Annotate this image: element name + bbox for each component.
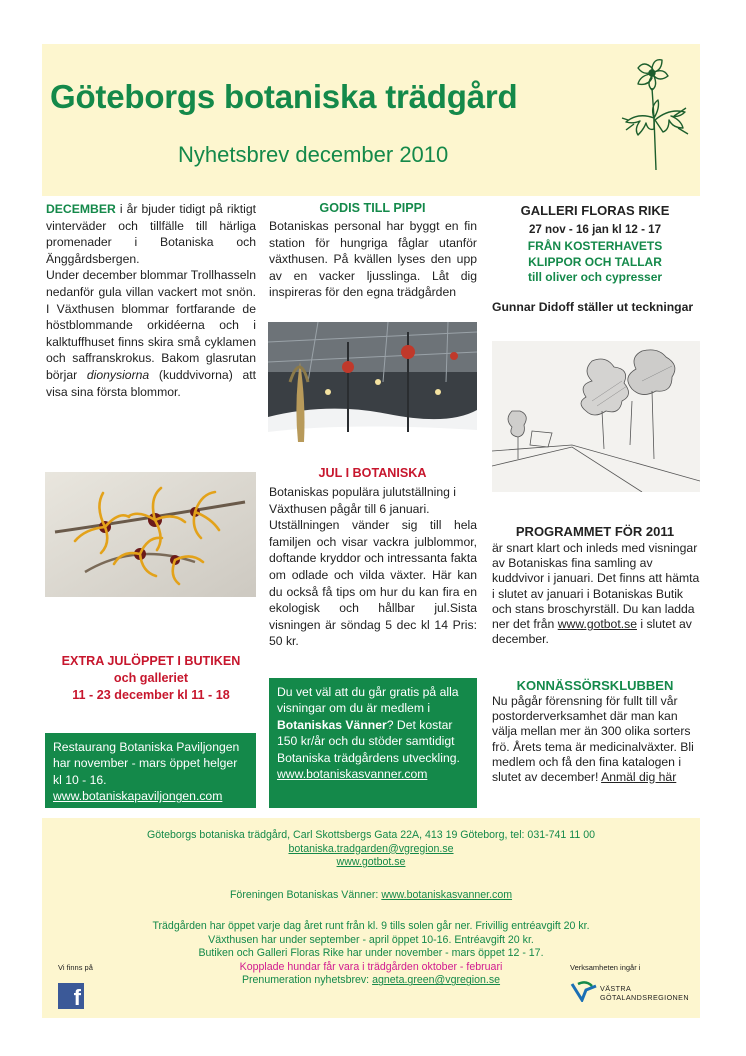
friends-text-b: ? Det kostar 150 kr/år och du stöder samtidigt Botaniska trädgårdens utveckling.: [277, 717, 460, 765]
friends-bold: Botaniskas Vänner: [277, 717, 387, 732]
witch-hazel-photo: [45, 472, 256, 597]
footer-subscribe-label: Prenumeration nyhetsbrev:: [241, 974, 373, 987]
gallery-dates: 27 nov - 16 jan kl 12 - 17: [528, 223, 662, 236]
pippi-title: GODIS TILL PIPPI: [319, 201, 426, 215]
header-banner: [42, 44, 700, 196]
gallery-sub-3: till oliver och cypresser: [527, 270, 663, 284]
footer-subscribe-link[interactable]: agneta.green@vgregion.se: [372, 974, 501, 987]
program-title: PROGRAMMET FÖR 2011: [515, 524, 675, 539]
club-text: [492, 694, 702, 785]
footer-hours-1: Trädgården har öppet varje dag året runt från kl. 9 tills solen går ner. Frivillig entréavgift 20 kr.: [152, 920, 590, 932]
december-para2-b: (kuddvivorna) att visa sina första blommor.: [46, 367, 257, 399]
shop-sub: och galleriet: [113, 671, 189, 685]
program-text-b: i slutet av december.: [492, 617, 692, 647]
page-title: Göteborgs botaniska trädgård: [50, 78, 518, 115]
jul-text-1: Botaniskas populära julutställning i Växthusen pågår till 6 januari.: [269, 485, 456, 516]
region-name: [600, 985, 689, 1002]
gallery-sub-2: KLIPPOR OCH TALLAR: [528, 254, 662, 269]
newsletter-subtitle: Nyhetsbrev december 2010: [178, 142, 449, 167]
footer-web-link[interactable]: www.gotbot.se: [336, 856, 406, 869]
jul-text-2: Utställningen vänder sig till hela familjen och visar vackra julblommor, doftande kryddor och intressanta fakta om odlade och vilda växter. Här kan du också få tips om hur du kan fira en ekologisk och hållbar jul.Sista visningen är söndag 5 dec kl 14 Pris: 50 kr.: [269, 518, 477, 649]
footer-email-link[interactable]: botaniska.tradgarden@vgregion.se: [288, 842, 454, 855]
vi-finns-label: Vi finns på: [58, 963, 93, 972]
footer-friends: [42, 889, 700, 903]
program-link[interactable]: www.gotbot.se: [557, 617, 637, 632]
gallery-title: GALLERI FLORAS RIKE: [520, 203, 670, 218]
region-logo-icon: [570, 980, 598, 1002]
footer-contact: [42, 829, 700, 870]
friends-link[interactable]: www.botaniskasvanner.com: [277, 767, 428, 782]
restaurant-link[interactable]: www.botaniskapaviljongen.com: [53, 789, 223, 804]
december-text: i år bjuder tidigt på riktigt vinterväder och tillfälle till härliga promenader i Botaniska och Änggårdsbergen.: [46, 202, 256, 266]
shop-title: EXTRA JULÖPPET I BUTIKEN: [61, 654, 241, 668]
anemone-illustration-icon: [614, 58, 700, 176]
december-para2-em: dionysiorna: [86, 367, 150, 382]
footer-dogs: Kopplade hundar får vara i trädgården oktober - februari: [239, 960, 503, 973]
footer-friends-label: Föreningen Botaniskas Vänner:: [229, 889, 382, 901]
region-name-2: GÖTALANDSREGIONEN: [600, 992, 689, 1002]
drawing-photo: [492, 341, 700, 492]
december-article: [46, 201, 256, 400]
region-label: Verksamheten ingår i: [570, 963, 641, 972]
footer-hours-3: Butiken och Galleri Floras Rike har under november - mars öppet 12 - 17.: [198, 947, 544, 960]
club-body: Nu pågår förensning för fullt till vår postorderverksamhet där man kan välja mellan mer än 300 olika sorters frö. Årets tema är medicinalväxter. Bli medlem och få den fina katalogen i slutet av december!: [492, 694, 694, 785]
gallery-subtitle: [490, 239, 700, 286]
restaurant-text: Restaurang Botaniska Paviljongen har november - mars öppet helger kl 10 - 16.: [53, 740, 240, 787]
footer-address: Göteborgs botaniska trädgård, Carl Skottsbergs Gata 22A, 413 19 Göteborg, tel: 031-741 11 00: [147, 829, 595, 841]
region-name-1: VÄSTRA: [600, 984, 632, 993]
footer-friends-link[interactable]: www.botaniskasvanner.com: [381, 889, 513, 901]
shop-dates: 11 - 23 december kl 11 - 18: [72, 688, 230, 702]
gallery-artist: Gunnar Didoff ställer ut teckningar: [492, 300, 694, 314]
program-text: [492, 541, 702, 647]
restaurant-box: [45, 733, 256, 808]
footer-hours-2: Växthusen har under september - april öppet 10-16. Entréavgift 20 kr.: [208, 933, 534, 946]
club-title: KONNÄSSÖRSKLUBBEN: [516, 678, 674, 693]
footer-hours: [42, 920, 700, 988]
jul-article: [269, 484, 477, 650]
december-lead: DECEMBER: [46, 202, 116, 216]
bird-feeder-photo: [268, 322, 477, 450]
club-signup-link[interactable]: Anmäl dig här: [601, 770, 677, 785]
jul-title: JUL I BOTANISKA: [318, 466, 427, 480]
friends-box: [269, 678, 477, 808]
gallery-sub-1: FRÅN KOSTERHAVETS: [527, 239, 663, 253]
program-text-a: är snart klart och inleds med visningar av Botaniskas fina samling av kuddvivor i januari. Det finns att hämta i slutet av januari i Botaniskas Butik och stans broschyrställ. Du kan ladda ner det från: [492, 541, 700, 632]
december-para2-a: Under december blommar Trollhasseln nedanför gula villan vackert mot snön. I Växthusen blommar fortfarande de höstblommande orkidéerna och i kalktuffhuset finns skira små cyklamen och saffranskrokus. Bakom glasrutan börjar: [46, 268, 256, 382]
pippi-text: Botaniskas personal har byggt en fin station för hungriga fåglar utanför växthusen. På kvällen lyses den upp av en vacker ljusslinga. Låt dig inspireras för den egna trädgården: [269, 219, 477, 300]
facebook-icon[interactable]: f: [58, 983, 84, 1009]
extra-shop-hours: [40, 653, 262, 704]
friends-text-a: Du vet väl att du går gratis på alla visningar om du är medlem i: [277, 685, 459, 716]
